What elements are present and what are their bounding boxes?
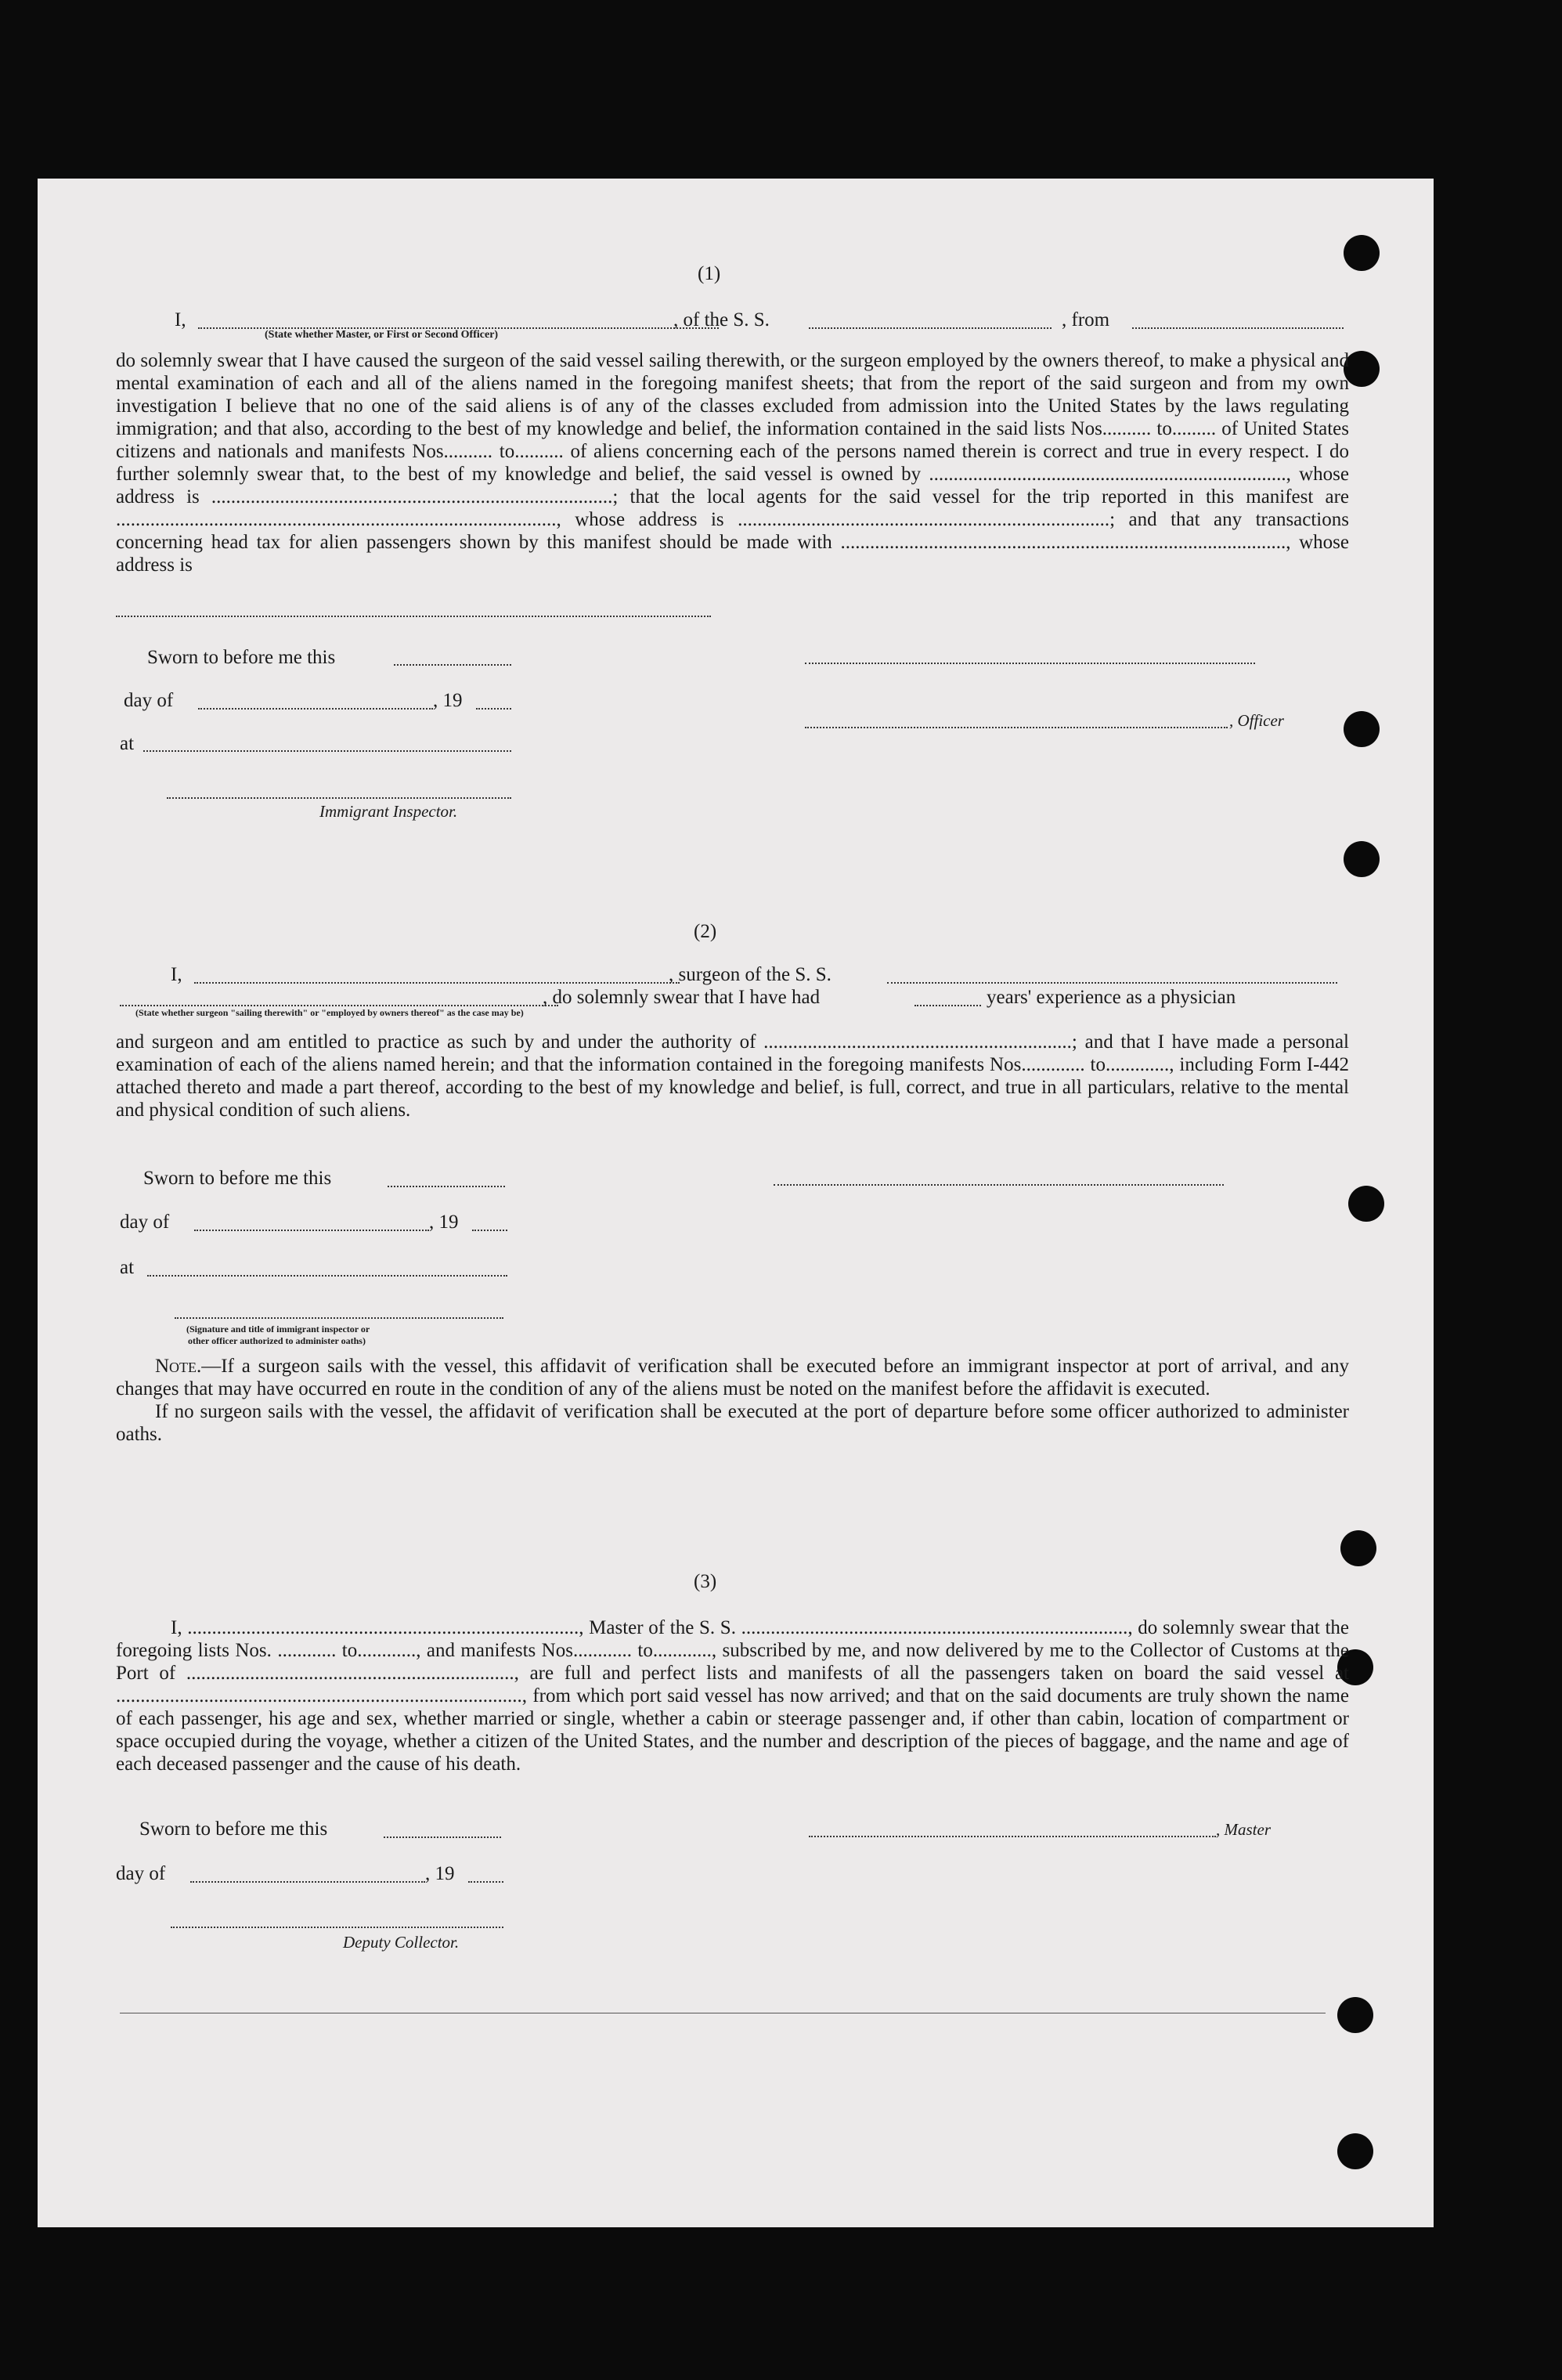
officer-signature-field[interactable] [805, 727, 1228, 728]
master-signature-field[interactable] [809, 1836, 1216, 1837]
sworn-label-3: Sworn to before me this [139, 1818, 328, 1840]
transaction-address-field[interactable] [116, 616, 711, 617]
year-label-2: , 19 [429, 1212, 459, 1233]
sworn-date-field-2[interactable] [388, 1186, 505, 1187]
punch-hole [1344, 841, 1380, 877]
day-label-3: day of [116, 1863, 166, 1884]
officer-label: , Officer [1229, 711, 1284, 730]
note-paragraph [116, 1355, 1349, 1400]
section-2-paragraph: and surgeon and am entitled to practice as such by and under the authority of ...............................................................; and that I have made a personal examination of each of the aliens named herein; and that the information contained in the foregoing manifests Nos............. to............., including Form I-442 attached thereto and made a part thereof, according to the best of my knowledge and belief, is full, correct, and true in all particulars, relative to the mental and physical condition of such aliens. [116, 1031, 1349, 1121]
note-label: Note. [155, 1356, 202, 1377]
surgeon-caption: (State whether surgeon "sailing therewith" or "employed by owners thereof" as the case may be) [135, 1007, 524, 1018]
at-field-2[interactable] [147, 1275, 507, 1277]
at-label-1: at [120, 733, 135, 754]
note-paragraph-2: If no surgeon sails with the vessel, the affidavit of verification shall be executed at the port of departure before some officer authorized to administer oaths. [116, 1401, 1349, 1445]
surgeon-of-ss-label: , surgeon of the S. S. [669, 964, 832, 985]
section-3-paragraph: I, ................................................................................, Master of the S. S. ..............................................................................., do solemnly swear that the foregoing lists Nos. ............ to............, and manifests Nos............ to............, subscribed by me, and now delivered by me to the Collector of Customs at the Port of ..................................................................., are full and perfect lists and manifests of all the passengers taken on board the said vessel at ..................................................................................., from which port said vessel has now arrived; and that on the said documents are truly shown the name of each passenger, his age and sex, whether married or single, whether a cabin or steerage passenger and, if other than cabin, location of compartment or space occupied during the voyage, whether a citizen of the United States, and the number and description of the pieces of baggage, and the name and age of each deceased passenger and the cause of his death. [116, 1617, 1349, 1775]
document-page [38, 179, 1434, 2227]
examiner-signature-field[interactable] [175, 1317, 503, 1319]
surgeon-name-field[interactable] [194, 982, 680, 984]
punch-hole [1337, 1997, 1373, 2033]
at-label-2: at [120, 1257, 135, 1278]
section-3-number: (3) [694, 1571, 717, 1592]
section-2-number: (2) [694, 921, 717, 942]
note-block [116, 1355, 1349, 1446]
inspector-signature-field[interactable] [167, 797, 511, 799]
day-field-3[interactable] [190, 1881, 425, 1883]
punch-hole [1340, 1530, 1376, 1566]
master-label: , Master [1216, 1820, 1271, 1839]
year-label-1: , 19 [433, 690, 463, 711]
day-label-1: day of [124, 690, 174, 711]
section-1-paragraph: do solemnly swear that I have caused the surgeon of the said vessel sailing therewith, or the surgeon employed by the owners thereof, to make a physical and mental examination of each and all of the aliens named in the foregoing manifest sheets; that from the report of the said surgeon and from my own investigation I believe that no one of the said aliens is of any of the classes excluded from admission into the United States by the laws regulating immigration; and that also, according to the best of my knowledge and belief, the information contained in the said lists Nos.......... to......... of United States citizens and nationals and manifests Nos.......... to.......... of aliens concerning each of the persons named therein is correct and true in every respect. I do further solemnly swear that, to the best of my knowledge and belief, the said vessel is owned by ........................................................................., whose address is ..................................................................................; that the local agents for the said vessel for the trip reported in this manifest are .........................................................................................., whose address is ............................................................................; and that any transactions concerning head tax for alien passengers shown by this manifest should be made with ..........................................................................................., whose address is [116, 350, 1349, 576]
signature-caption-line-1: (Signature and title of immigrant inspector or [186, 1324, 370, 1334]
sworn-date-field-1[interactable] [394, 664, 511, 666]
vessel-name-field[interactable] [809, 327, 1052, 329]
collector-signature-field[interactable] [171, 1927, 503, 1928]
surgeon-swear-label: , do solemnly swear that I have had [543, 987, 821, 1008]
punch-hole [1348, 1186, 1384, 1222]
surgeon-status-field[interactable] [120, 1005, 558, 1006]
day-field-1[interactable] [198, 708, 433, 710]
day-label-2: day of [120, 1212, 170, 1233]
year-field-2[interactable] [472, 1230, 507, 1231]
sworn-label-2: Sworn to before me this [143, 1168, 332, 1189]
signature-line-2[interactable] [774, 1184, 1224, 1186]
immigrant-inspector-label: Immigrant Inspector. [319, 802, 458, 821]
officer-caption: (State whether Master, or First or Second Officer) [265, 329, 499, 341]
punch-hole [1344, 235, 1380, 271]
sworn-date-field-3[interactable] [384, 1836, 501, 1838]
signature-caption-line-2: other officer authorized to administer oaths) [188, 1335, 366, 1346]
years-experience-field[interactable] [914, 1005, 981, 1006]
section-2-body [116, 1031, 1349, 1121]
day-field-2[interactable] [194, 1230, 429, 1231]
section-2-i: I, [171, 964, 182, 985]
punch-hole [1337, 2133, 1373, 2169]
sworn-label-1: Sworn to before me this [147, 647, 336, 668]
section-1-ss: , of the S. S. [673, 309, 770, 330]
year-field-1[interactable] [476, 708, 511, 710]
deputy-collector-label: Deputy Collector. [343, 1933, 460, 1952]
section-1-body [116, 349, 1349, 576]
year-label-3: , 19 [425, 1863, 455, 1884]
section-1-number: (1) [698, 263, 721, 284]
at-field-1[interactable] [143, 750, 511, 752]
years-experience-label: years' experience as a physician [987, 987, 1236, 1008]
note-text: —If a surgeon sails with the vessel, this affidavit of verification shall be executed before an immigrant inspector at port of arrival, and any changes that may have occurred en route in the condition of any of the aliens must be noted on the manifest before the affidavit is executed. [116, 1356, 1349, 1399]
year-field-3[interactable] [468, 1881, 503, 1883]
surgeon-vessel-field[interactable] [887, 982, 1337, 984]
section-3-body [116, 1616, 1349, 1775]
section-1-i: I, [175, 309, 186, 330]
section-1-from: , from [1062, 309, 1110, 330]
punch-hole [1344, 711, 1380, 747]
port-from-field[interactable] [1132, 327, 1344, 329]
signature-line-1[interactable] [805, 663, 1255, 664]
